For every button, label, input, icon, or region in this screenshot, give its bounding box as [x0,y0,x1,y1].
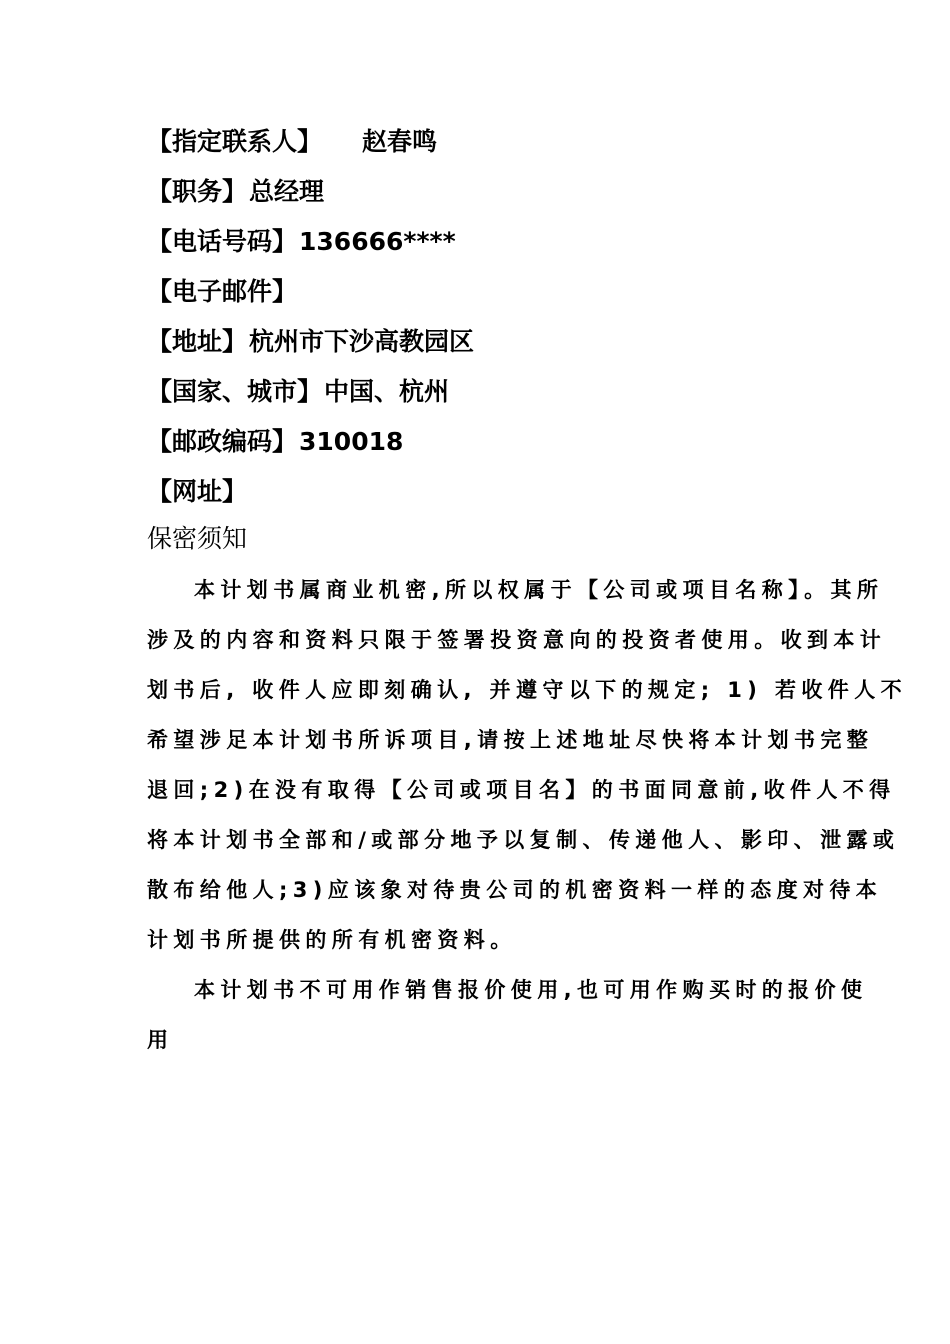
paragraph-line: 希望涉足本计划书所诉项目,请按上述地址尽快将本计划书完整 [147,728,874,752]
field-address [147,322,474,372]
confidentiality-heading: 保密须知 [147,524,248,553]
field-label: 【电话号码】 [147,227,298,256]
paragraph-line: 涉及的内容和资料只限于签署投资意向的投资者使用。收到本计 [147,628,887,652]
paragraph-line: 用 [147,1028,174,1052]
field-value: 中国、杭州 [324,377,450,406]
field-label: 【电子邮件】 [147,277,298,306]
paragraph-line: 本计划书不可用作销售报价使用,也可用作购买时的报价使 [194,978,868,1002]
field-label: 【地址】 [147,327,248,356]
field-email [147,272,474,322]
confidentiality-paragraph-2 [147,970,868,1070]
field-value: 310018 [299,427,404,456]
paragraph-line: 划书后, 收件人应即刻确认, 并遵守以下的规定; 1) 若收件人不 [147,678,908,702]
field-label: 【网址】 [147,477,248,506]
field-value: 136666**** [299,227,456,256]
field-value: 杭州市下沙高教园区 [249,327,475,356]
paragraph-line: 本计划书属商业机密,所以权属于【公司或项目名称】。其所 [194,578,884,602]
field-label: 【指定联系人】 [147,127,323,156]
field-label: 【职务】 [147,177,248,206]
field-label: 【国家、城市】 [147,377,323,406]
paragraph-line: 计划书所提供的所有机密资料。 [147,928,517,952]
field-value: 总经理 [249,177,325,206]
field-label: 【邮政编码】 [147,427,298,456]
field-website [147,472,474,522]
confidentiality-paragraph-1 [147,570,908,970]
field-position [147,172,474,222]
field-contact-person [147,122,474,172]
contact-fields [147,122,474,522]
field-value: 赵春鸣 [362,127,438,156]
paragraph-line: 将本计划书全部和/或部分地予以复制、传递他人、影印、泄露或 [147,828,900,852]
paragraph-line: 散布给他人;3)应该象对待贵公司的机密资料一样的态度对待本 [147,878,883,902]
field-postcode [147,422,474,472]
paragraph-line: 退回;2)在没有取得【公司或项目名】的书面同意前,收件人不得 [147,778,896,802]
field-phone [147,222,474,272]
field-country-city [147,372,474,422]
